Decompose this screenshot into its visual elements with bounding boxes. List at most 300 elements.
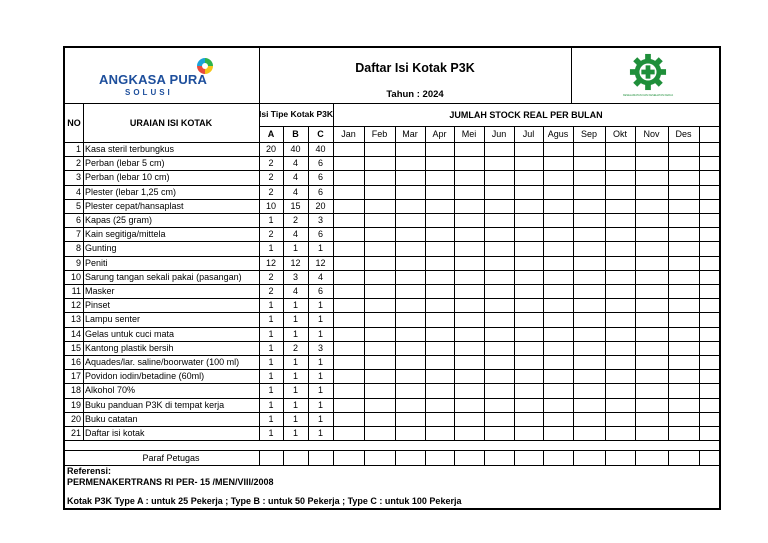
stock-cell[interactable] — [333, 142, 364, 156]
stock-cell[interactable] — [514, 170, 543, 184]
stock-cell[interactable] — [668, 369, 699, 383]
stock-cell[interactable] — [514, 256, 543, 270]
paraf-cell[interactable] — [259, 450, 283, 465]
stock-cell[interactable] — [605, 199, 635, 213]
stock-cell[interactable] — [605, 270, 635, 284]
stock-cell[interactable] — [364, 170, 395, 184]
stock-cell[interactable] — [514, 355, 543, 369]
paraf-cell[interactable] — [668, 450, 699, 465]
stock-cell[interactable] — [668, 156, 699, 170]
stock-cell[interactable] — [543, 199, 573, 213]
stock-cell[interactable] — [514, 185, 543, 199]
stock-cell[interactable] — [605, 241, 635, 255]
stock-cell[interactable] — [425, 270, 454, 284]
stock-cell[interactable] — [543, 241, 573, 255]
stock-cell[interactable] — [573, 213, 605, 227]
stock-cell[interactable] — [605, 170, 635, 184]
stock-cell[interactable] — [454, 256, 484, 270]
stock-cell[interactable] — [454, 241, 484, 255]
stock-cell[interactable] — [543, 383, 573, 397]
stock-cell[interactable] — [454, 298, 484, 312]
stock-cell[interactable] — [364, 241, 395, 255]
stock-cell[interactable] — [364, 213, 395, 227]
stock-cell[interactable] — [454, 383, 484, 397]
stock-cell[interactable] — [364, 284, 395, 298]
stock-cell[interactable] — [333, 312, 364, 326]
stock-cell[interactable] — [333, 426, 364, 440]
stock-cell[interactable] — [425, 199, 454, 213]
stock-cell[interactable] — [395, 284, 425, 298]
stock-cell[interactable] — [514, 199, 543, 213]
stock-cell[interactable] — [635, 185, 668, 199]
stock-cell[interactable] — [364, 298, 395, 312]
stock-cell[interactable] — [605, 341, 635, 355]
paraf-cell[interactable] — [514, 450, 543, 465]
stock-cell[interactable] — [573, 426, 605, 440]
item-qty-c: 20 — [315, 200, 326, 211]
stock-cell[interactable] — [425, 355, 454, 369]
stock-cell[interactable] — [514, 327, 543, 341]
stock-cell[interactable] — [543, 156, 573, 170]
stock-cell[interactable] — [333, 383, 364, 397]
stock-cell[interactable] — [395, 312, 425, 326]
item-no: 9 — [75, 257, 81, 268]
stock-cell[interactable] — [635, 412, 668, 426]
stock-cell[interactable] — [668, 327, 699, 341]
stock-cell[interactable] — [395, 412, 425, 426]
stock-cell[interactable] — [605, 327, 635, 341]
stock-cell[interactable] — [543, 142, 573, 156]
stock-cell[interactable] — [573, 241, 605, 255]
grid-line — [259, 48, 260, 103]
stock-cell[interactable] — [573, 312, 605, 326]
stock-cell[interactable] — [484, 398, 514, 412]
stock-cell[interactable] — [573, 284, 605, 298]
stock-cell[interactable] — [454, 327, 484, 341]
stock-cell[interactable] — [454, 341, 484, 355]
stock-cell[interactable] — [454, 199, 484, 213]
stock-cell[interactable] — [395, 156, 425, 170]
stock-cell[interactable] — [333, 270, 364, 284]
stock-cell[interactable] — [454, 227, 484, 241]
month-header-mei: Mei — [461, 129, 477, 139]
stock-cell[interactable] — [635, 199, 668, 213]
paraf-cell[interactable] — [484, 450, 514, 465]
stock-cell[interactable] — [635, 156, 668, 170]
stock-cell[interactable] — [635, 227, 668, 241]
stock-cell[interactable] — [635, 398, 668, 412]
stock-cell[interactable] — [514, 213, 543, 227]
stock-cell[interactable] — [364, 398, 395, 412]
stock-cell[interactable] — [425, 312, 454, 326]
stock-cell[interactable] — [573, 256, 605, 270]
stock-cell[interactable] — [605, 355, 635, 369]
stock-cell[interactable] — [514, 298, 543, 312]
stock-cell[interactable] — [668, 241, 699, 255]
stock-cell[interactable] — [364, 227, 395, 241]
stock-cell[interactable] — [484, 170, 514, 184]
stock-cell[interactable] — [543, 412, 573, 426]
paraf-cell[interactable] — [573, 450, 605, 465]
stock-cell[interactable] — [573, 185, 605, 199]
stock-cell[interactable] — [425, 213, 454, 227]
stock-cell[interactable] — [484, 142, 514, 156]
stock-cell[interactable] — [543, 227, 573, 241]
stock-cell[interactable] — [364, 185, 395, 199]
stock-cell[interactable] — [543, 312, 573, 326]
stock-cell[interactable] — [605, 369, 635, 383]
item-qty-a: 1 — [268, 215, 274, 226]
stock-cell[interactable] — [454, 398, 484, 412]
item-qty-c: 6 — [317, 158, 323, 169]
stock-cell[interactable] — [395, 185, 425, 199]
stock-cell[interactable] — [425, 256, 454, 270]
stock-cell[interactable] — [333, 227, 364, 241]
stock-cell[interactable] — [395, 270, 425, 284]
stock-cell[interactable] — [333, 298, 364, 312]
stock-cell[interactable] — [514, 284, 543, 298]
paraf-cell[interactable] — [635, 450, 668, 465]
stock-cell[interactable] — [484, 426, 514, 440]
stock-cell[interactable] — [484, 213, 514, 227]
item-qty-a: 1 — [268, 371, 274, 382]
stock-cell[interactable] — [425, 398, 454, 412]
stock-cell[interactable] — [573, 341, 605, 355]
stock-cell[interactable] — [514, 270, 543, 284]
stock-cell[interactable] — [543, 426, 573, 440]
stock-cell[interactable] — [364, 383, 395, 397]
stock-cell[interactable] — [454, 312, 484, 326]
stock-cell[interactable] — [514, 241, 543, 255]
stock-cell[interactable] — [668, 227, 699, 241]
stock-cell[interactable] — [514, 312, 543, 326]
item-qty-b: 1 — [292, 300, 298, 311]
stock-cell[interactable] — [543, 341, 573, 355]
stock-cell[interactable] — [364, 256, 395, 270]
stock-cell[interactable] — [543, 327, 573, 341]
stock-cell[interactable] — [484, 383, 514, 397]
stock-cell[interactable] — [395, 256, 425, 270]
stock-cell[interactable] — [484, 256, 514, 270]
stock-cell[interactable] — [514, 142, 543, 156]
stock-cell[interactable] — [668, 426, 699, 440]
type-header-c: C — [317, 129, 324, 139]
item-no: 3 — [75, 172, 81, 183]
stock-cell[interactable] — [364, 199, 395, 213]
stock-cell[interactable] — [333, 284, 364, 298]
stock-cell[interactable] — [484, 284, 514, 298]
stock-cell[interactable] — [454, 270, 484, 284]
stock-cell[interactable] — [454, 142, 484, 156]
stock-cell[interactable] — [514, 383, 543, 397]
stock-cell[interactable] — [425, 298, 454, 312]
stock-cell[interactable] — [514, 398, 543, 412]
stock-cell[interactable] — [484, 270, 514, 284]
stock-cell[interactable] — [605, 312, 635, 326]
stock-cell[interactable] — [635, 426, 668, 440]
stock-cell[interactable] — [635, 256, 668, 270]
k3-logo — [575, 50, 721, 102]
stock-cell[interactable] — [514, 227, 543, 241]
stock-cell[interactable] — [395, 426, 425, 440]
stock-cell[interactable] — [333, 412, 364, 426]
stock-cell[interactable] — [484, 355, 514, 369]
stock-cell[interactable] — [454, 213, 484, 227]
item-qty-c: 1 — [317, 413, 323, 424]
stock-cell[interactable] — [425, 142, 454, 156]
stock-cell[interactable] — [364, 156, 395, 170]
stock-cell[interactable] — [484, 199, 514, 213]
grid-line — [699, 450, 700, 465]
stock-cell[interactable] — [454, 185, 484, 199]
stock-cell[interactable] — [668, 284, 699, 298]
paraf-cell[interactable] — [333, 450, 364, 465]
paraf-cell[interactable] — [308, 450, 333, 465]
item-qty-b: 1 — [292, 357, 298, 368]
item-name: Povidon iodin/betadine (60ml) — [85, 371, 205, 382]
stock-cell[interactable] — [605, 156, 635, 170]
stock-cell[interactable] — [635, 341, 668, 355]
stock-cell[interactable] — [425, 383, 454, 397]
item-qty-a: 2 — [268, 172, 274, 183]
stock-cell[interactable] — [364, 412, 395, 426]
stock-cell[interactable] — [514, 156, 543, 170]
stock-cell[interactable] — [543, 185, 573, 199]
stock-cell[interactable] — [425, 412, 454, 426]
stock-cell[interactable] — [395, 142, 425, 156]
month-header-jan: Jan — [341, 129, 356, 139]
stock-cell[interactable] — [395, 241, 425, 255]
paraf-cell[interactable] — [283, 450, 308, 465]
stock-cell[interactable] — [668, 270, 699, 284]
stock-cell[interactable] — [605, 185, 635, 199]
stock-cell[interactable] — [425, 327, 454, 341]
stock-cell[interactable] — [454, 284, 484, 298]
stock-cell[interactable] — [635, 369, 668, 383]
stock-cell[interactable] — [364, 341, 395, 355]
item-qty-a: 1 — [268, 413, 274, 424]
stock-cell[interactable] — [395, 398, 425, 412]
stock-cell[interactable] — [484, 156, 514, 170]
stock-cell[interactable] — [635, 312, 668, 326]
stock-cell[interactable] — [454, 426, 484, 440]
stock-cell[interactable] — [573, 170, 605, 184]
stock-cell[interactable] — [395, 327, 425, 341]
stock-cell[interactable] — [454, 170, 484, 184]
stock-cell[interactable] — [364, 369, 395, 383]
stock-cell[interactable] — [333, 170, 364, 184]
month-header-okt: Okt — [612, 129, 627, 139]
stock-cell[interactable] — [573, 199, 605, 213]
stock-cell[interactable] — [605, 426, 635, 440]
stock-cell[interactable] — [605, 398, 635, 412]
stock-cell[interactable] — [484, 341, 514, 355]
stock-cell[interactable] — [364, 426, 395, 440]
stock-cell[interactable] — [668, 213, 699, 227]
stock-cell[interactable] — [668, 142, 699, 156]
stock-cell[interactable] — [395, 170, 425, 184]
stock-cell[interactable] — [543, 369, 573, 383]
item-name: Plester cepat/hansaplast — [85, 200, 184, 211]
item-qty-b: 1 — [292, 328, 298, 339]
stock-cell[interactable] — [425, 341, 454, 355]
item-qty-b: 12 — [290, 257, 301, 268]
stock-cell[interactable] — [543, 270, 573, 284]
item-qty-b: 4 — [292, 229, 298, 240]
stock-cell[interactable] — [364, 355, 395, 369]
stock-cell[interactable] — [635, 355, 668, 369]
stock-cell[interactable] — [364, 327, 395, 341]
stock-cell[interactable] — [425, 284, 454, 298]
item-qty-b: 1 — [292, 399, 298, 410]
stock-cell[interactable] — [395, 213, 425, 227]
stock-cell[interactable] — [395, 369, 425, 383]
stock-cell[interactable] — [605, 412, 635, 426]
stock-cell[interactable] — [395, 227, 425, 241]
stock-cell[interactable] — [573, 398, 605, 412]
stock-cell[interactable] — [668, 341, 699, 355]
stock-cell[interactable] — [573, 270, 605, 284]
stock-cell[interactable] — [514, 426, 543, 440]
stock-cell[interactable] — [454, 369, 484, 383]
stock-cell[interactable] — [333, 241, 364, 255]
stock-cell[interactable] — [514, 341, 543, 355]
paraf-cell[interactable] — [425, 450, 454, 465]
stock-cell[interactable] — [635, 241, 668, 255]
stock-cell[interactable] — [573, 142, 605, 156]
stock-cell[interactable] — [425, 156, 454, 170]
stock-cell[interactable] — [425, 170, 454, 184]
stock-cell[interactable] — [543, 170, 573, 184]
stock-cell[interactable] — [668, 170, 699, 184]
stock-cell[interactable] — [454, 412, 484, 426]
stock-cell[interactable] — [395, 341, 425, 355]
stock-cell[interactable] — [635, 270, 668, 284]
stock-cell[interactable] — [333, 327, 364, 341]
stock-cell[interactable] — [605, 256, 635, 270]
stock-cell[interactable] — [364, 270, 395, 284]
stock-cell[interactable] — [484, 298, 514, 312]
stock-cell[interactable] — [573, 412, 605, 426]
month-header-jul: Jul — [522, 129, 535, 139]
stock-cell[interactable] — [668, 398, 699, 412]
stock-cell[interactable] — [635, 142, 668, 156]
stock-cell[interactable] — [573, 383, 605, 397]
stock-cell[interactable] — [333, 369, 364, 383]
stock-cell[interactable] — [543, 298, 573, 312]
stock-cell[interactable] — [573, 327, 605, 341]
item-qty-c: 40 — [315, 144, 326, 155]
stock-cell[interactable] — [573, 227, 605, 241]
stock-cell[interactable] — [635, 170, 668, 184]
stock-cell[interactable] — [484, 312, 514, 326]
stock-cell[interactable] — [484, 241, 514, 255]
stock-cell[interactable] — [635, 298, 668, 312]
paraf-cell[interactable] — [605, 450, 635, 465]
stock-cell[interactable] — [333, 199, 364, 213]
stock-cell[interactable] — [454, 156, 484, 170]
item-qty-b: 1 — [292, 243, 298, 254]
stock-cell[interactable] — [484, 185, 514, 199]
stock-cell[interactable] — [635, 327, 668, 341]
item-no: 15 — [70, 342, 81, 353]
stock-cell[interactable] — [395, 383, 425, 397]
stock-cell[interactable] — [635, 383, 668, 397]
stock-cell[interactable] — [573, 156, 605, 170]
stock-cell[interactable] — [573, 298, 605, 312]
item-no: 8 — [75, 243, 81, 254]
stock-cell[interactable] — [484, 227, 514, 241]
stock-cell[interactable] — [425, 185, 454, 199]
stock-cell[interactable] — [605, 227, 635, 241]
stock-cell[interactable] — [364, 142, 395, 156]
stock-cell[interactable] — [668, 298, 699, 312]
stock-cell[interactable] — [333, 341, 364, 355]
stock-cell[interactable] — [635, 213, 668, 227]
stock-cell[interactable] — [668, 383, 699, 397]
stock-cell[interactable] — [543, 213, 573, 227]
stock-cell[interactable] — [543, 256, 573, 270]
stock-cell[interactable] — [605, 213, 635, 227]
stock-cell[interactable] — [668, 412, 699, 426]
stock-cell[interactable] — [333, 256, 364, 270]
item-qty-b: 4 — [292, 186, 298, 197]
stock-cell[interactable] — [543, 398, 573, 412]
stock-cell[interactable] — [484, 327, 514, 341]
stock-cell[interactable] — [514, 412, 543, 426]
stock-cell[interactable] — [543, 284, 573, 298]
item-qty-a: 12 — [265, 257, 276, 268]
stock-cell[interactable] — [668, 355, 699, 369]
stock-cell[interactable] — [395, 298, 425, 312]
stock-cell[interactable] — [364, 312, 395, 326]
paraf-cell[interactable] — [454, 450, 484, 465]
paraf-cell[interactable] — [395, 450, 425, 465]
type-header-a: A — [267, 129, 275, 139]
stock-cell[interactable] — [605, 284, 635, 298]
stock-cell[interactable] — [425, 227, 454, 241]
paraf-cell[interactable] — [364, 450, 395, 465]
stock-cell[interactable] — [425, 369, 454, 383]
stock-cell[interactable] — [333, 398, 364, 412]
stock-cell[interactable] — [668, 312, 699, 326]
paraf-cell[interactable] — [543, 450, 573, 465]
stock-cell[interactable] — [668, 185, 699, 199]
stock-cell[interactable] — [333, 355, 364, 369]
stock-cell[interactable] — [573, 355, 605, 369]
stock-cell[interactable] — [425, 241, 454, 255]
stock-cell[interactable] — [395, 355, 425, 369]
stock-cell[interactable] — [333, 213, 364, 227]
stock-cell[interactable] — [605, 142, 635, 156]
stock-cell[interactable] — [395, 199, 425, 213]
stock-cell[interactable] — [668, 256, 699, 270]
stock-cell[interactable] — [333, 156, 364, 170]
stock-cell[interactable] — [635, 284, 668, 298]
stock-cell[interactable] — [484, 369, 514, 383]
stock-cell[interactable] — [484, 412, 514, 426]
stock-cell[interactable] — [543, 355, 573, 369]
stock-cell[interactable] — [573, 369, 605, 383]
stock-cell[interactable] — [333, 185, 364, 199]
stock-cell[interactable] — [605, 383, 635, 397]
stock-cell[interactable] — [454, 355, 484, 369]
item-qty-b: 1 — [292, 385, 298, 396]
stock-cell[interactable] — [514, 369, 543, 383]
stock-cell[interactable] — [425, 426, 454, 440]
stock-cell[interactable] — [668, 199, 699, 213]
stock-cell[interactable] — [605, 298, 635, 312]
